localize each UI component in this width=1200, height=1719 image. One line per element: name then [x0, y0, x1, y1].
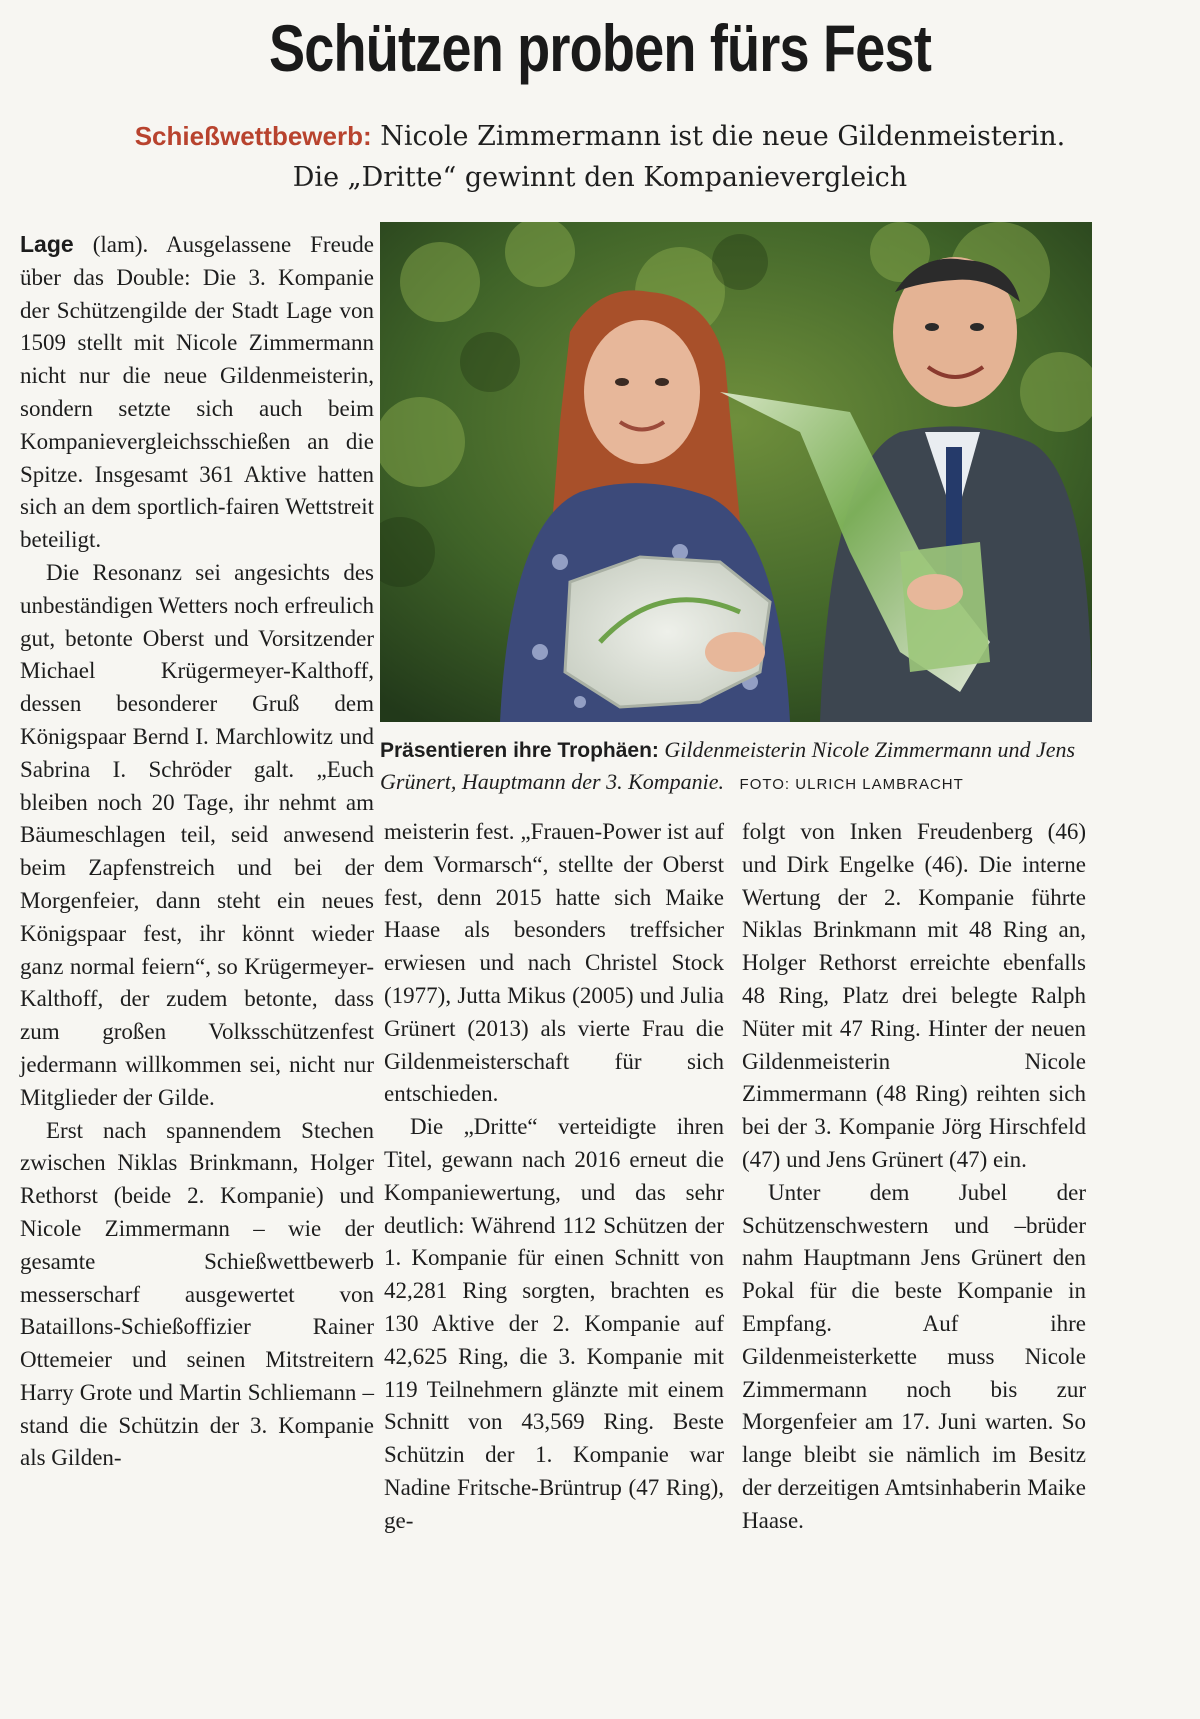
paragraph: folgt von Inken Freudenberg (46) und Dirk Engelke (46). Die interne Wertung der 2. Kompanie führte Niklas Brinkmann mit 48 Ring an, Holger Rethorst erreichte ebenfalls 48 Ring, Platz drei belegte Ralph Nüter mit 47 Ring. Hinter der neuen Gildenmeisterin Nicole Zimmermann (48 Ring) reihten sich bei der 3. Kompanie Jörg Hirschfeld (47) und Jens Grünert (47) ein.: [742, 819, 1086, 1172]
article-column-2: [384, 816, 724, 1538]
paragraph-text: (lam). Ausgelassene Freude über das Double: Die 3. Kompanie der Schützengilde der Stadt Lage von 1509 stellt mit Nicole Zimmermann nicht nur die neue Gildenmeisterin, sondern setzte sich auch beim Kompanievergleichsschießen an die Spitze. Insgesamt 361 Aktive hatten sich an dem sportlich-fairen Wettstreit beteiligt.: [20, 232, 375, 553]
paragraph: meisterin fest. „Frauen-Power ist auf dem Vormarsch“, stellte der Oberst fest, denn 2015 hatte sich Maike Haase als besonders treffsicher erwiesen und nach Christel Stock (1977), Jutta Mikus (2005) und Julia Grünert (2013) als vierte Frau die Gildenmeisterschaft für sich entschieden.: [384, 819, 724, 1107]
paragraph: Unter dem Jubel der Schützenschwestern und –brüder nahm Hauptmann Jens Grünert den Pokal für die beste Kompanie in Empfang. Auf ihre Gildenmeisterkette muss Nicole Zimmermann noch bis zur Morgenfeier am 17. Juni warten. So lange bleibt sie nämlich im Besitz der derzeitigen Amtsinhaberin Maike Haase.: [742, 1179, 1086, 1533]
article-column-3: [742, 816, 1086, 1538]
photo-illustration: [380, 222, 1092, 722]
paragraph: Die Resonanz sei angesichts des unbeständigen Wetters noch erfreulich gut, betonte Oberst und Vorsitzender Michael Krügermeyer-Kalthoff, dessen besonderer Gruß dem Königspaar Bernd I. Marchlowitz und Sabrina I. Schröder galt. „Euch bleiben noch 20 Tage, ihr nehmt am Bäumeschlagen teil, seid anwesend beim Zapfenstreich und bei der Morgenfeier, dann steht ein neues Königspaar fest, ihr könnt wieder ganz normal feiern“, so Krügermeyer-Kalthoff, der zudem betonte, dass zum großen Volksschützenfest jedermann willkommen sei, nicht nur Mitglieder der Gilde.: [20, 559, 374, 1110]
paragraph: Die „Dritte“ verteidigte ihren Titel, gewann nach 2016 erneut die Kompaniewertung, und das sehr deutlich: Während 112 Schützen der 1. Kompanie für einen Schnitt von 42,281 Ring sorgten, brachten es 130 Aktive der 2. Kompanie auf 42,625 Ring, die 3. Kompanie mit 119 Teilnehmern glänzte mit einem Schnitt von 43,569 Ring. Beste Schützin der 1. Kompanie war Nadine Fritsche-Brüntrup (47 Ring), ge-: [384, 1114, 724, 1533]
subline-line1: Nicole Zimmermann ist die neue Gildenmeisterin.: [380, 121, 1066, 152]
dateline: Lage: [20, 231, 74, 257]
caption-text: Gildenmeisterin Nicole Zimmermann und Jens Grünert, Hauptmann der 3. Kompanie.: [380, 737, 1076, 794]
caption-label: Präsentieren ihre Trophäen:: [380, 739, 659, 762]
subline-line2: Die „Dritte“ gewinnt den Kompanievergleich: [292, 162, 908, 193]
paragraph: [20, 228, 374, 557]
subline: [0, 116, 1200, 198]
subline-kicker: Schießwettbewerb:: [134, 121, 372, 151]
photo-caption: [380, 734, 1092, 800]
article-column-1: [20, 228, 374, 1475]
photo-credit: FOTO: ULRICH LAMBRACHT: [739, 776, 964, 793]
paragraph: Erst nach spannendem Stechen zwischen Niklas Brinkmann, Holger Rethorst (beide 2. Kompanie) und Nicole Zimmermann – wie der gesamte Schießwettbewerb messerscharf ausgewertet von Bataillons-Schießoffizier Rainer Ottemeier und seinen Mitstreitern Harry Grote und Martin Schliemann – stand die Schützin der 3. Kompanie als Gilden-: [20, 1117, 374, 1471]
article-photo: [380, 222, 1092, 722]
headline: Schützen proben fürs Fest: [268, 11, 932, 85]
